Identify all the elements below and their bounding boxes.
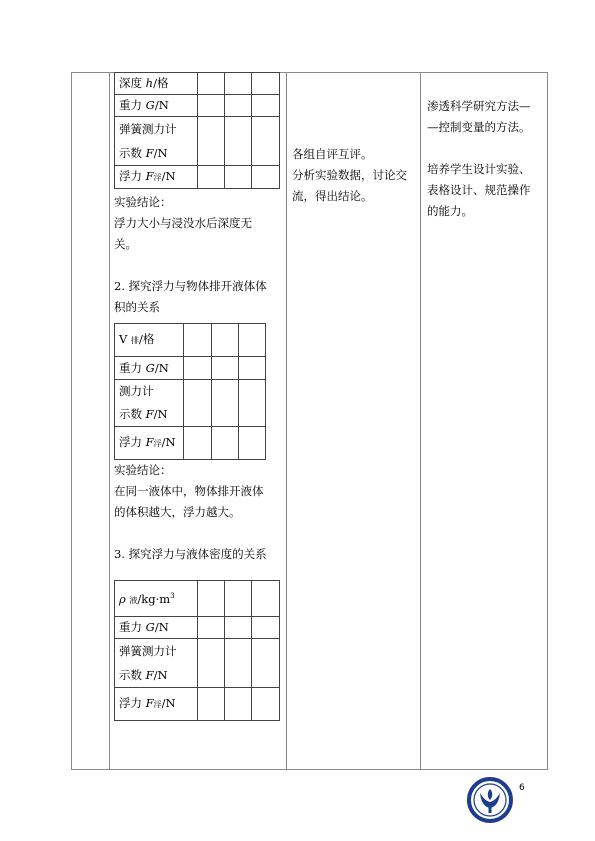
school-emblem-icon: [466, 776, 514, 824]
student-activity-line: 流，得出结论。: [292, 189, 373, 203]
conclusion-2-line: 在同一液体中，物体排开液体: [114, 484, 264, 498]
student-activity-line: 各组自评互评。: [292, 147, 373, 161]
table-cell: [251, 73, 279, 95]
table-row: [115, 95, 280, 117]
process-column: [114, 72, 284, 721]
depth-table: [114, 72, 280, 189]
table-cell: [224, 95, 251, 117]
frame-line-right: [547, 72, 548, 770]
frame-line-left: [71, 72, 72, 770]
table-cell: [251, 687, 279, 720]
buoyancy-label: 浮力 F浮/N: [115, 166, 198, 189]
conclusion-2-line: 的体积越大，浮力越大。: [114, 505, 241, 519]
table-cell: [224, 117, 251, 166]
gravity-label: 重力 G/N: [115, 357, 184, 380]
table-cell: [211, 427, 238, 460]
table-cell: [224, 638, 251, 687]
table-cell: [238, 324, 265, 357]
spring-reading-label: 弹簧测力计 示数 F/N: [115, 117, 198, 166]
buoyancy-label: 浮力 F浮/N: [115, 427, 184, 460]
conclusion-1-line: 浮力大小与浸没水后深度无: [114, 216, 252, 230]
table-cell: [251, 581, 279, 617]
design-intent-line: 培养学生设计实验、: [427, 162, 531, 176]
conclusion-2-label: 实验结论：: [114, 463, 172, 477]
frame-line-col1: [109, 72, 110, 770]
table-row: [115, 581, 280, 617]
table-cell: [197, 95, 224, 117]
density-label: ρ 液$/kg\cdot m^3$: [115, 581, 198, 617]
gravity-label: 重力 G/N: [115, 616, 198, 638]
table-row: [115, 117, 280, 166]
table-cell: [211, 357, 238, 380]
table-cell: [197, 73, 224, 95]
gravity-label: 重力 G/N: [115, 95, 198, 117]
design-intent-line: 表格设计、规范操作: [427, 183, 531, 197]
table-row: [115, 166, 280, 189]
table-cell: [224, 581, 251, 617]
conclusion-1-label: 实验结论：: [114, 195, 172, 209]
conclusion-1-line: 关。: [114, 237, 137, 251]
section-2-heading: 积的关系: [114, 300, 160, 314]
design-intent-line: —控制变量的方法。: [427, 120, 531, 134]
frame-line-bottom: [71, 769, 548, 770]
student-activity-line: 分析实验数据，讨论交: [292, 168, 407, 182]
table-cell: [251, 95, 279, 117]
table-cell: [197, 616, 224, 638]
volume-table: [114, 323, 266, 460]
table-cell: [184, 380, 211, 427]
table-cell: [184, 427, 211, 460]
table-cell: [184, 324, 211, 357]
table-cell: [197, 638, 224, 687]
section-2-heading: 2. 探究浮力与物体排开液体体: [114, 279, 267, 293]
table-row: [115, 73, 280, 95]
depth-label: 深度 h/格: [115, 73, 198, 95]
table-cell: [224, 73, 251, 95]
design-intent-line: 渗透科学研究方法—: [427, 99, 531, 113]
volume-label: V 排/格: [115, 324, 184, 357]
table-cell: [224, 166, 251, 189]
table-cell: [251, 166, 279, 189]
table-cell: [211, 380, 238, 427]
table-cell: [197, 581, 224, 617]
table-cell: [251, 117, 279, 166]
table-cell: [211, 324, 238, 357]
table-cell: [224, 616, 251, 638]
frame-line-col3: [420, 72, 421, 770]
student-activity-column: [292, 144, 418, 207]
table-cell: [197, 117, 224, 166]
table-row: [115, 616, 280, 638]
table-cell: [238, 427, 265, 460]
table-cell: [238, 380, 265, 427]
table-row: [115, 687, 280, 720]
table-cell: [184, 357, 211, 380]
table-row: [115, 324, 266, 357]
table-cell: [224, 687, 251, 720]
table-row: [115, 427, 266, 460]
table-row: [115, 380, 266, 427]
design-intent-column: [427, 96, 545, 222]
page-number: 6: [519, 783, 525, 793]
table-row: [115, 638, 280, 687]
buoyancy-label: 浮力 F浮/N: [115, 687, 198, 720]
table-cell: [251, 616, 279, 638]
table-cell: [251, 638, 279, 687]
table-row: [115, 357, 266, 380]
table-cell: [238, 357, 265, 380]
section-3-heading: 3. 探究浮力与液体密度的关系: [114, 547, 267, 561]
design-intent-line: 的能力。: [427, 204, 473, 218]
density-table: [114, 580, 280, 721]
table-cell: [197, 687, 224, 720]
table-cell: [197, 166, 224, 189]
spring-reading-label: 弹簧测力计 示数 F/N: [115, 638, 198, 687]
meter-reading-label: 测力计 示数 F/N: [115, 380, 184, 427]
frame-line-col2: [286, 72, 287, 770]
